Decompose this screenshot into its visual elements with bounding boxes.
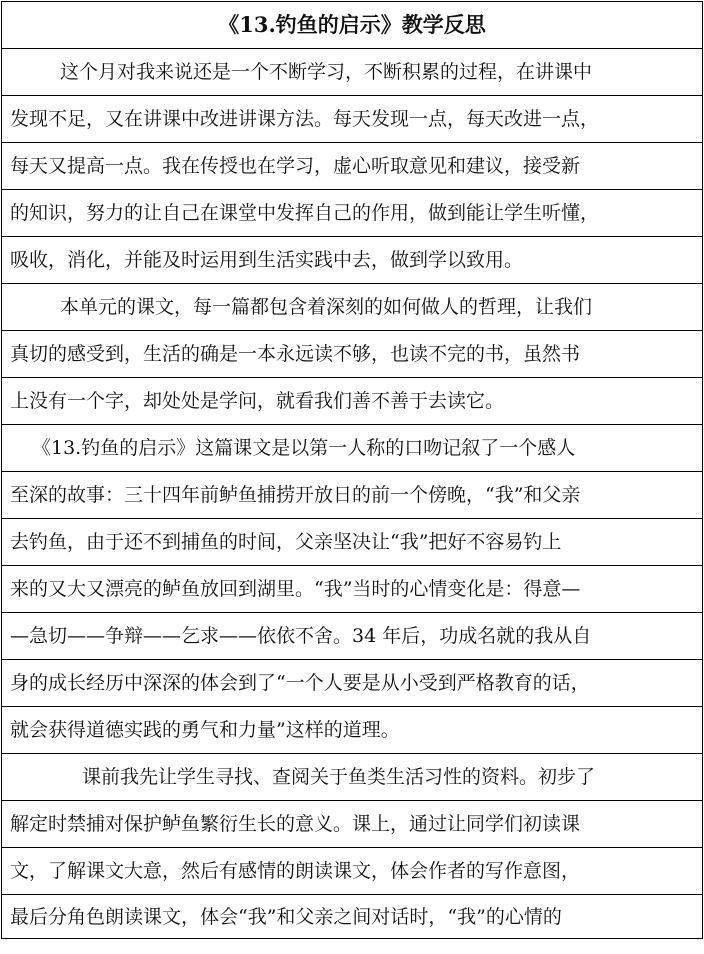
table-row	[2, 754, 703, 801]
paragraph-line: 就会获得道德实践的勇气和力量”这样的道理。	[2, 707, 703, 754]
paragraph-line: 吸收，消化，并能及时运用到生活实践中去，做到学以致用。	[2, 237, 703, 284]
paragraph-line: 文，了解课文大意，然后有感情的朗读课文，体会作者的写作意图，	[2, 848, 703, 895]
paragraph-line: 这个月对我来说还是一个不断学习，不断积累的过程，在讲课中	[2, 49, 703, 96]
table-row	[2, 801, 703, 848]
paragraph-line: 的知识，努力的让自己在课堂中发挥自己的作用，做到能让学生听懂，	[2, 190, 703, 237]
table-row	[2, 237, 703, 284]
paragraph-line: 来的又大又漂亮的鲈鱼放回到湖里。“我”当时的心情变化是：得意—	[2, 566, 703, 613]
paragraph-line: 每天又提高一点。我在传授也在学习，虚心听取意见和建议，接受新	[2, 143, 703, 190]
table-row	[2, 519, 703, 566]
paragraph-line: 发现不足，又在讲课中改进讲课方法。每天发现一点，每天改进一点，	[2, 96, 703, 143]
table-row	[2, 613, 703, 660]
table-row	[2, 2, 703, 49]
table-row	[2, 848, 703, 895]
paragraph-line: 真切的感受到，生活的确是一本永远读不够，也读不完的书，虽然书	[2, 331, 703, 378]
table-row	[2, 190, 703, 237]
paragraph-line: 去钓鱼，由于还不到捕鱼的时间，父亲坚决让“我”把好不容易钓上	[2, 519, 703, 566]
paragraph-line: 最后分角色朗读课文，体会“我”和父亲之间对话时，“我”的心情的	[2, 895, 703, 939]
paragraph-line: 本单元的课文，每一篇都包含着深刻的如何做人的哲理，让我们	[2, 284, 703, 331]
paragraph-line: 至深的故事：三十四年前鲈鱼捕捞开放日的前一个傍晚，“我”和父亲	[2, 472, 703, 519]
paragraph-line: 课前我先让学生寻找、查阅关于鱼类生活习性的资料。初步了	[2, 754, 703, 801]
table-row	[2, 425, 703, 472]
table-row	[2, 284, 703, 331]
paragraph-line: 解定时禁捕对保护鲈鱼繁衍生长的意义。课上，通过让同学们初读课	[2, 801, 703, 848]
table-row	[2, 707, 703, 754]
table-row	[2, 472, 703, 519]
paragraph-line: 《13.钓鱼的启示》这篇课文是以第一人称的口吻记叙了一个感人	[2, 425, 703, 472]
table-row	[2, 143, 703, 190]
table-row	[2, 566, 703, 613]
table-row	[2, 378, 703, 425]
table-row	[2, 331, 703, 378]
table-row	[2, 49, 703, 96]
paragraph-line: 身的成长经历中深深的体会到了“一个人要是从小受到严格教育的话，	[2, 660, 703, 707]
document-table	[1, 1, 703, 939]
table-row	[2, 895, 703, 939]
paragraph-line: 上没有一个字，却处处是学问，就看我们善不善于去读它。	[2, 378, 703, 425]
paragraph-line: —急切——争辩——乞求——依依不舍。34 年后，功成名就的我从自	[2, 613, 703, 660]
table-row	[2, 660, 703, 707]
document-title: 《13.钓鱼的启示》教学反思	[2, 2, 703, 49]
table-row	[2, 96, 703, 143]
